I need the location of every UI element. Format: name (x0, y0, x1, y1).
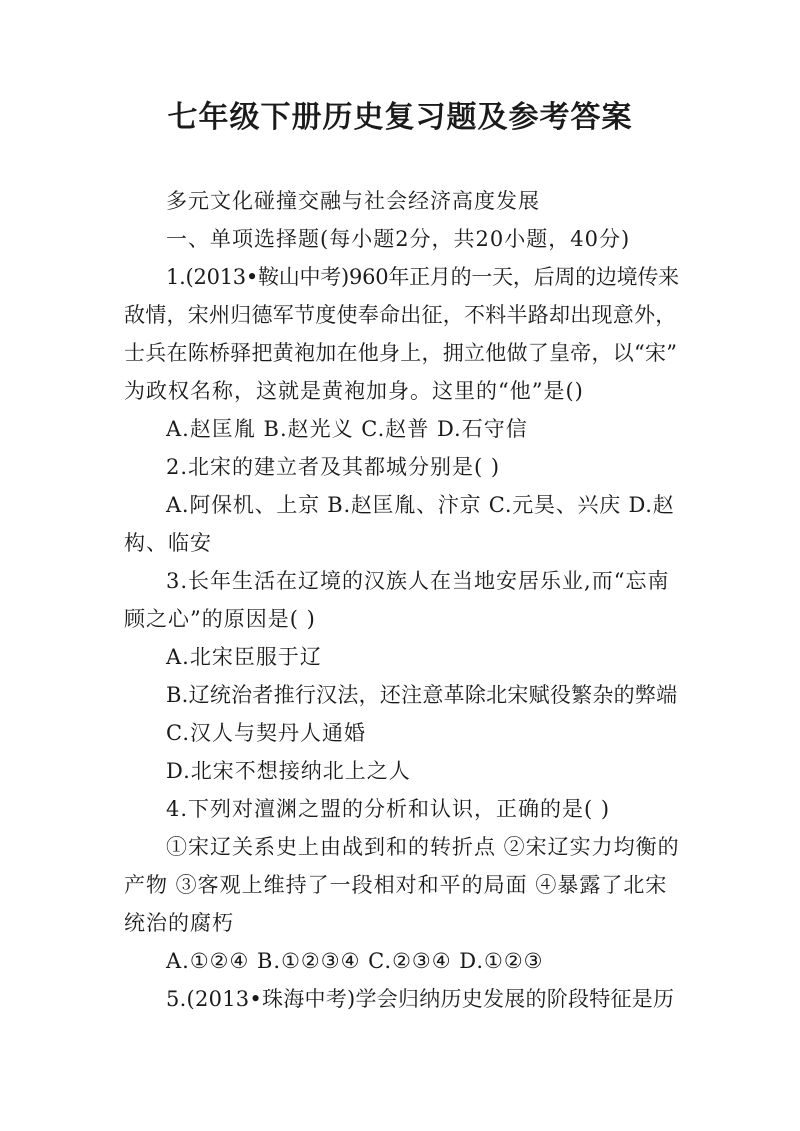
document-body (124, 182, 680, 1018)
text-line: 一、单项选择题(每小题2分，共20小题，40分) (166, 227, 631, 251)
document-title: 七年级下册历史复习题及参考答案 (167, 100, 633, 135)
text-line: 多元文化碰撞交融与社会经济高度发展 (166, 189, 540, 213)
text-line: 4.下列对澶渊之盟的分析和认识，正确的是( ) (166, 797, 611, 821)
text-line: 产物 ③客观上维持了一段相对和平的局面 ④暴露了北宋 (124, 873, 668, 897)
text-line: 顾之心”的原因是( ) (124, 607, 316, 631)
text-line: A.①②④ B.①②③④ C.②③④ D.①②③ (166, 949, 544, 973)
text-line: ①宋辽关系史上由战到和的转折点 ②宋辽实力均衡的 (166, 835, 680, 859)
text-line: A.北宋臣服于辽 (166, 645, 322, 669)
text-line: D.北宋不想接纳北上之人 (166, 759, 411, 783)
text-line: B.辽统治者推行汉法，还注意革除北宋赋役繁杂的弊端 (166, 683, 678, 707)
text-line: 3.长年生活在辽境的汉族人在当地安居乐业,而“忘南 (166, 569, 670, 593)
text-line: 1.(2013•鞍山中考)960年正月的一天，后周的边境传来 (166, 265, 679, 289)
text-line: 统治的腐朽 (124, 911, 234, 935)
text-line: 士兵在陈桥驿把黄袍加在他身上，拥立他做了皇帝，以“宋” (124, 341, 678, 365)
text-line: 为政权名称，这就是黄袍加身。这里的“他”是() (124, 379, 584, 403)
text-line: A.赵匡胤 B.赵光义 C.赵普 D.石守信 (166, 417, 528, 441)
text-line: A.阿保机、上京 B.赵匡胤、汴京 C.元昊、兴庆 D.赵 (166, 493, 675, 517)
text-line: 2.北宋的建立者及其都城分别是( ) (166, 455, 501, 479)
text-line: 构、临安 (124, 531, 212, 555)
text-line: 敌情，宋州归德军节度使奉命出征，不料半路却出现意外， (124, 303, 677, 327)
text-line: 5.(2013•珠海中考)学会归纳历史发展的阶段特征是历 (166, 987, 675, 1011)
text-line: C.汉人与契丹人通婚 (166, 721, 366, 745)
